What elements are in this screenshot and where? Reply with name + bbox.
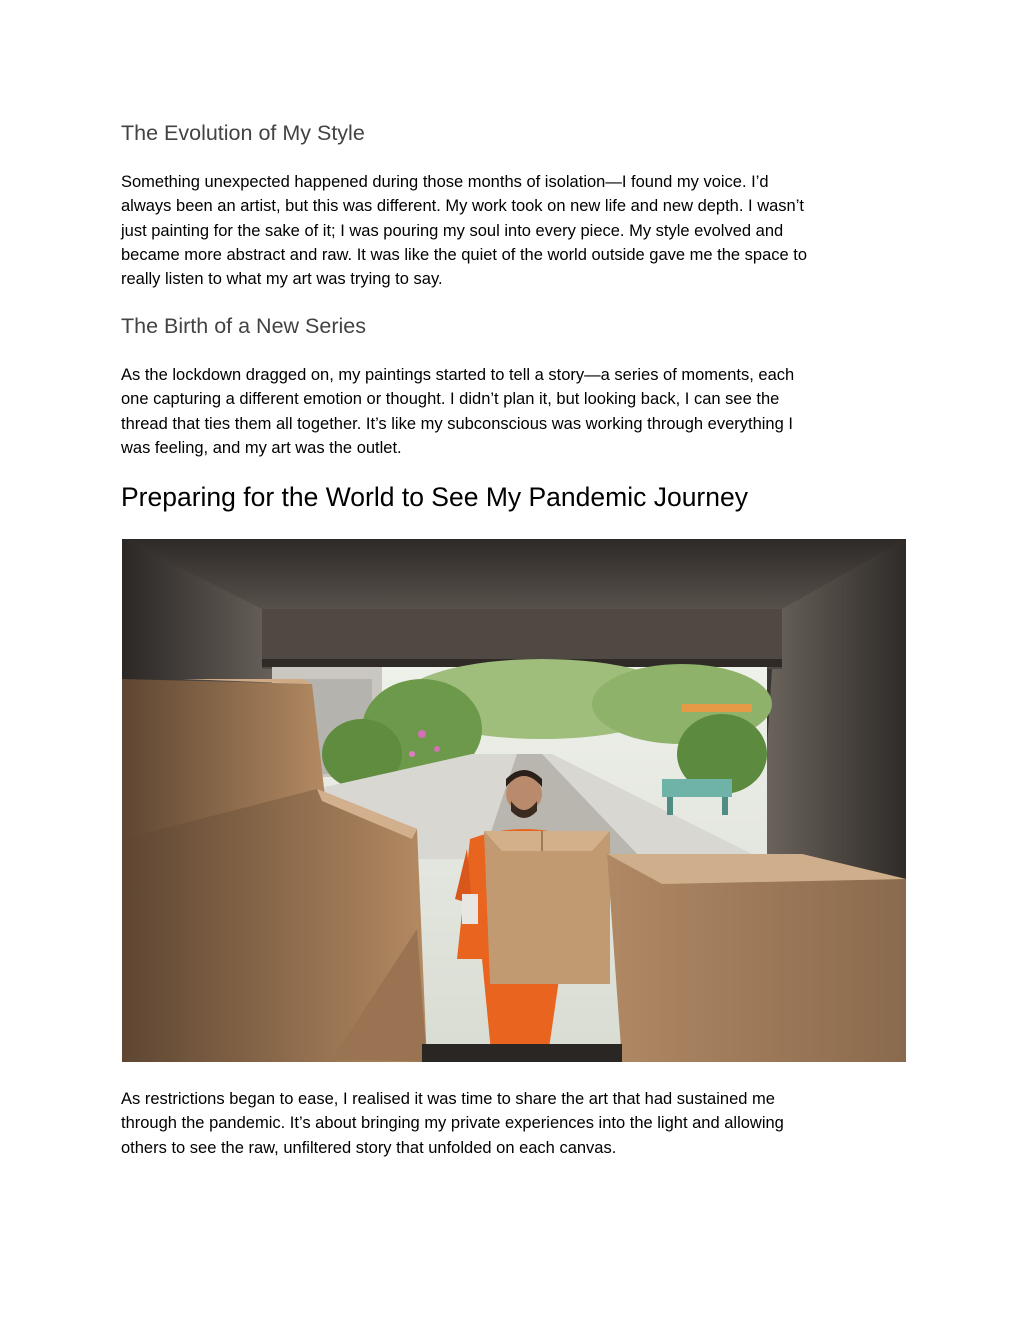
paragraph-line: through the pandemic. It’s about bringing my private experiences into the light and allowing	[121, 1114, 784, 1133]
paragraph-preparing	[121, 1087, 906, 1160]
van-loading-photo	[122, 539, 906, 1062]
paragraph-line: As the lockdown dragged on, my paintings started to tell a story—a series of moments, each	[121, 366, 795, 384]
section-heading-preparing: Preparing for the World to See My Pandemic Journey	[121, 482, 748, 512]
paragraph-line: As restrictions began to ease, I realised it was time to share the art that had sustained me	[121, 1090, 775, 1108]
paragraph-line: one capturing a different emotion or thought. I didn’t plan it, but looking back, I can see the	[121, 390, 780, 409]
section-heading-birth: The Birth of a New Series	[121, 314, 366, 338]
paragraph-line: just painting for the sake of it; I was pouring my soul into every piece. My style evolved and	[121, 221, 784, 240]
section-heading-evolution: The Evolution of My Style	[121, 121, 365, 145]
paragraph-line: thread that ties them all together. It’s like my subconscious was working through everything I	[121, 414, 793, 433]
paragraph-line: was feeling, and my art was the outlet.	[121, 438, 402, 457]
paragraph-birth	[121, 363, 906, 460]
paragraph-evolution	[121, 170, 906, 291]
paragraph-line: others to see the raw, unfiltered story that unfolded on each canvas.	[121, 1138, 617, 1157]
paragraph-line: always been an artist, but this was different. My work took on new life and new depth. I wasn’t	[121, 197, 804, 216]
paragraph-line: really listen to what my art was trying to say.	[121, 270, 443, 289]
paragraph-line: Something unexpected happened during those months of isolation—I found my voice. I’d	[121, 173, 769, 191]
paragraph-line: became more abstract and raw. It was like the quiet of the world outside gave me the space to	[121, 245, 808, 264]
